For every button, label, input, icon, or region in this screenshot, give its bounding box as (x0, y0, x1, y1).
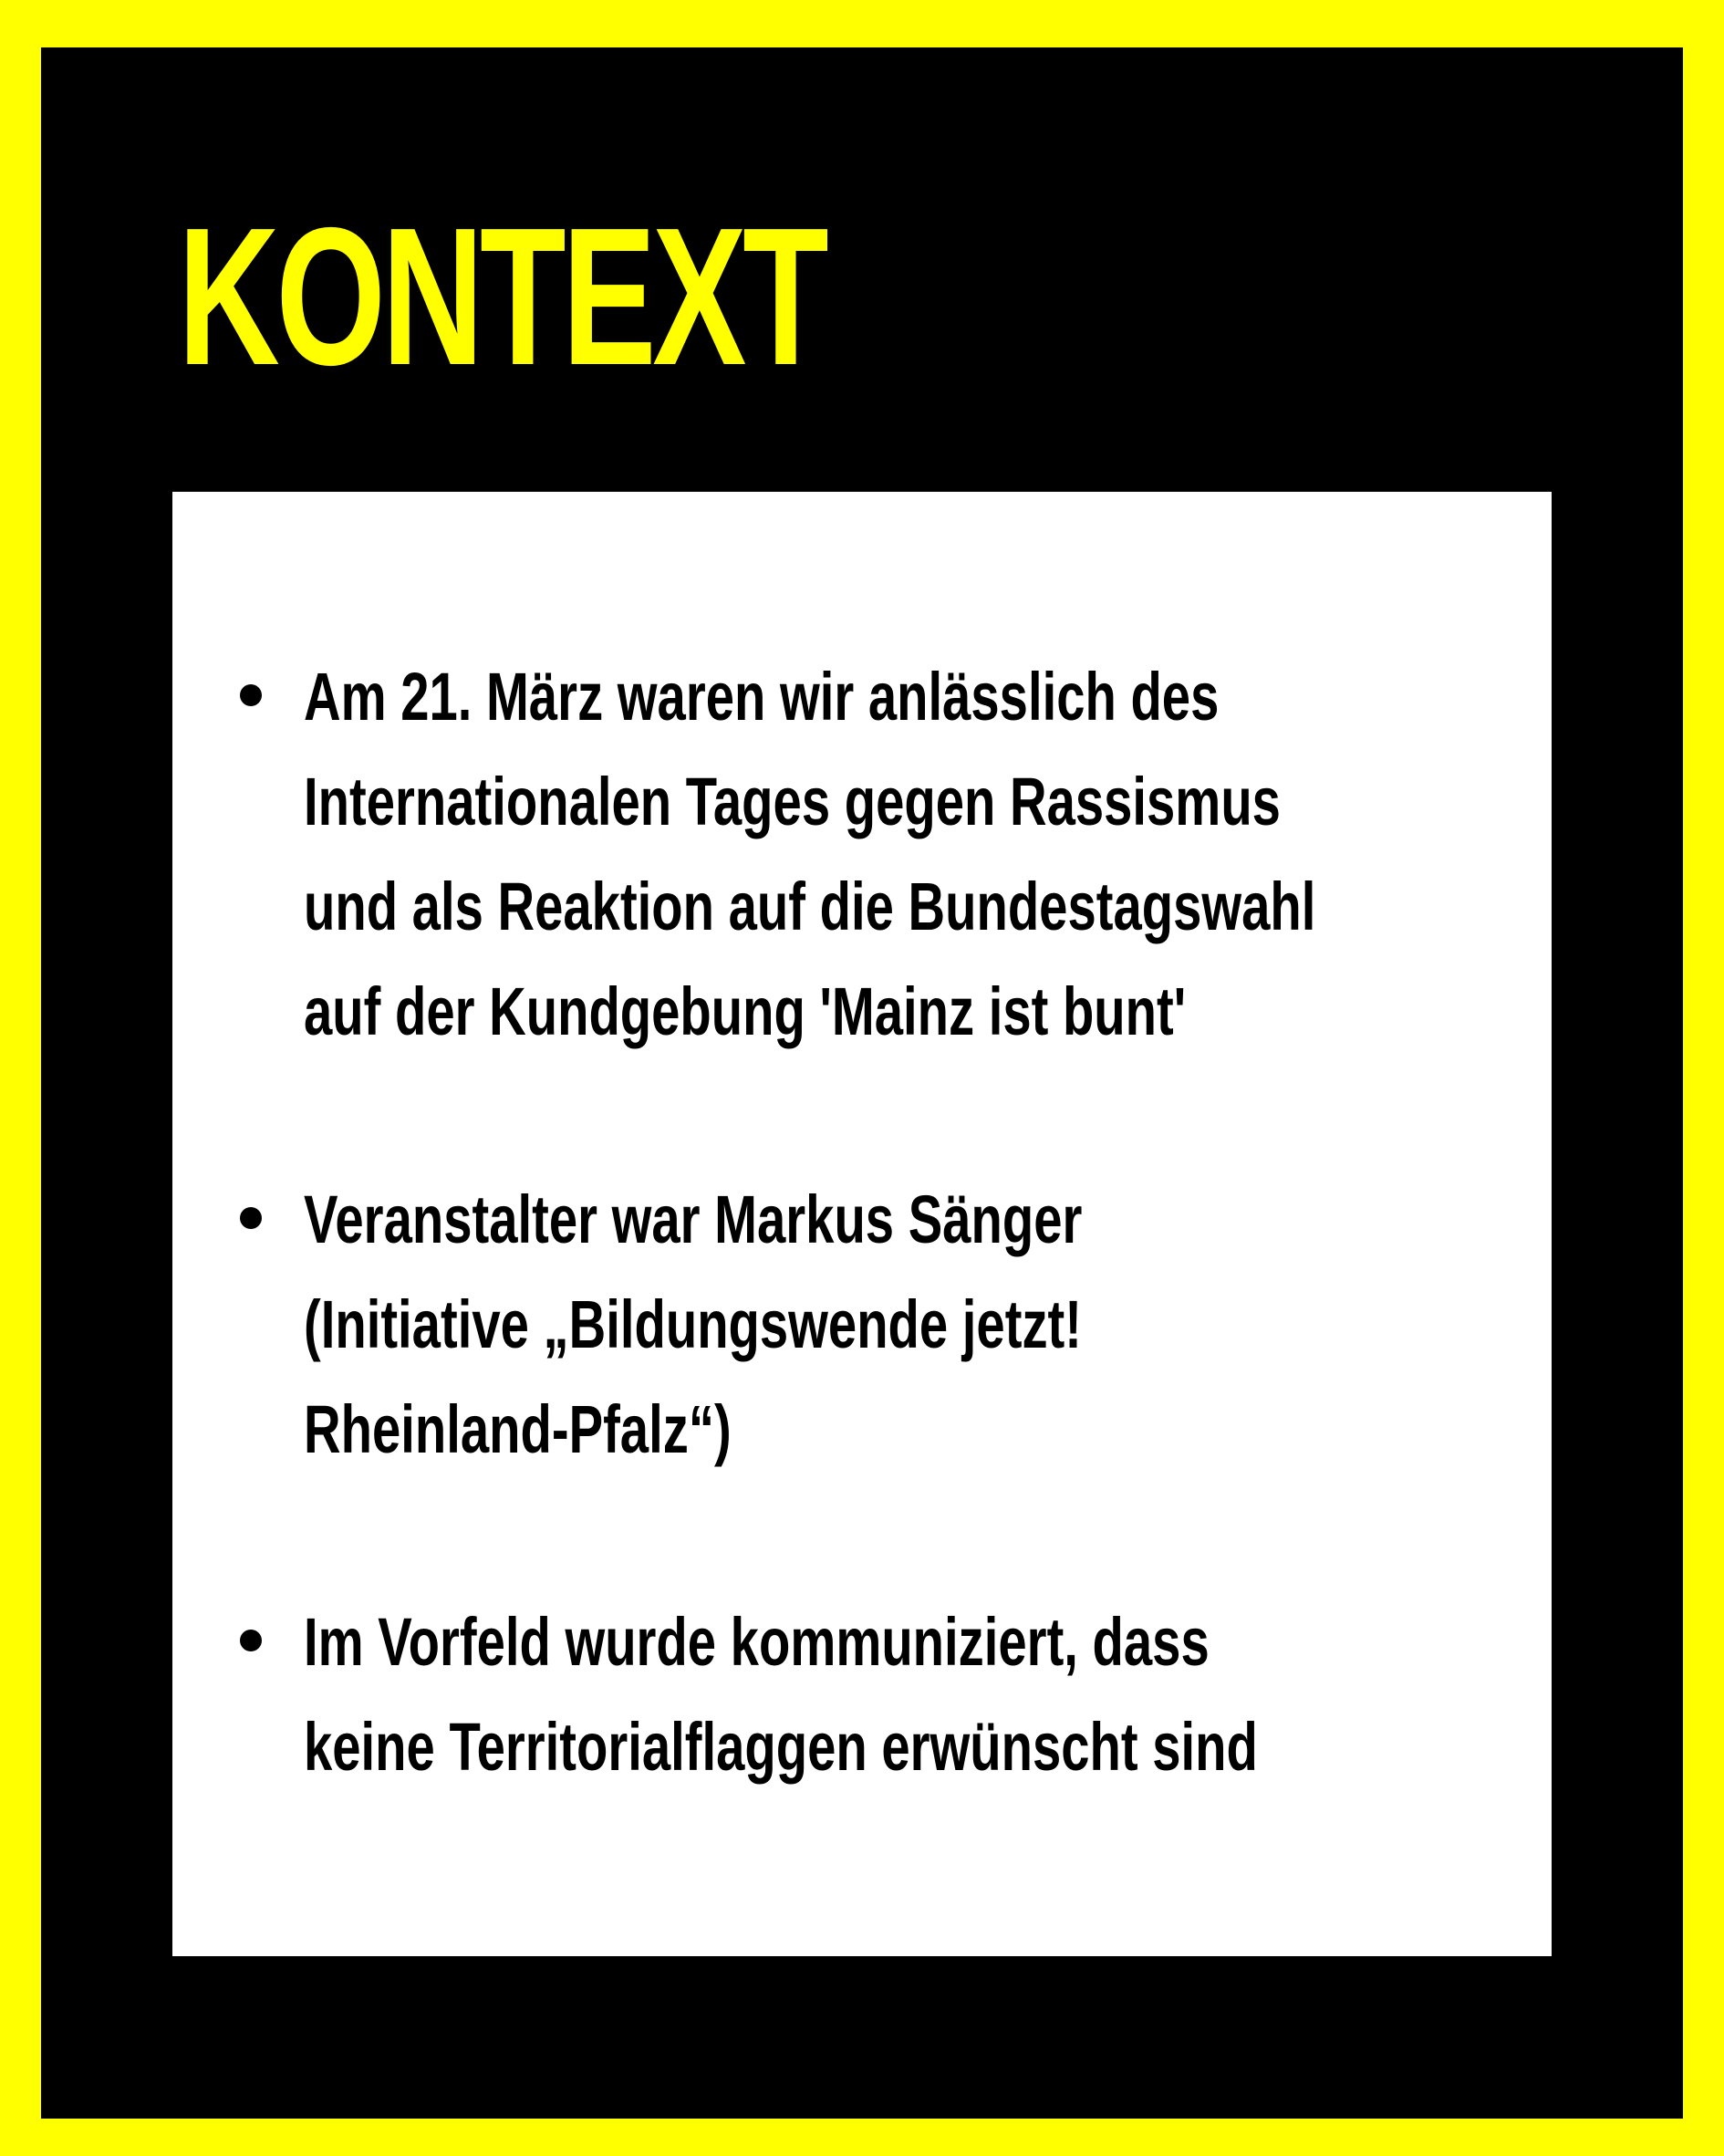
bullet-line: Rheinland-Pfalz“) (304, 1391, 732, 1467)
bullet-text (304, 644, 1482, 1064)
bullet-dot-icon (240, 684, 262, 706)
bullet-dot-icon (240, 1630, 262, 1651)
bullet-line: auf der Kundgebung 'Mainz ist bunt' (304, 974, 1187, 1049)
bullet-line: Internationalen Tages gegen Rassismus (304, 764, 1281, 839)
bullet-line: und als Reaktion auf die Bundestagswahl (304, 869, 1316, 944)
bullet-line: Am 21. März waren wir anlässlich des (304, 659, 1220, 734)
bullet-line: keine Territorialflaggen erwünscht sind (304, 1709, 1258, 1785)
bullet-line: Im Vorfeld wurde kommuniziert, dass (304, 1604, 1210, 1680)
black-frame (41, 47, 1683, 2119)
bullet-dot-icon (240, 1207, 262, 1229)
page-title: KONTEXT (178, 186, 826, 406)
bullet-text (304, 1167, 1482, 1482)
bullet-text (304, 1589, 1482, 1799)
bullet-line: Veranstalter war Markus Sänger (304, 1182, 1083, 1257)
content-card (172, 492, 1552, 1956)
bullet-line: (Initiative „Bildungswende jetzt! (304, 1286, 1083, 1362)
